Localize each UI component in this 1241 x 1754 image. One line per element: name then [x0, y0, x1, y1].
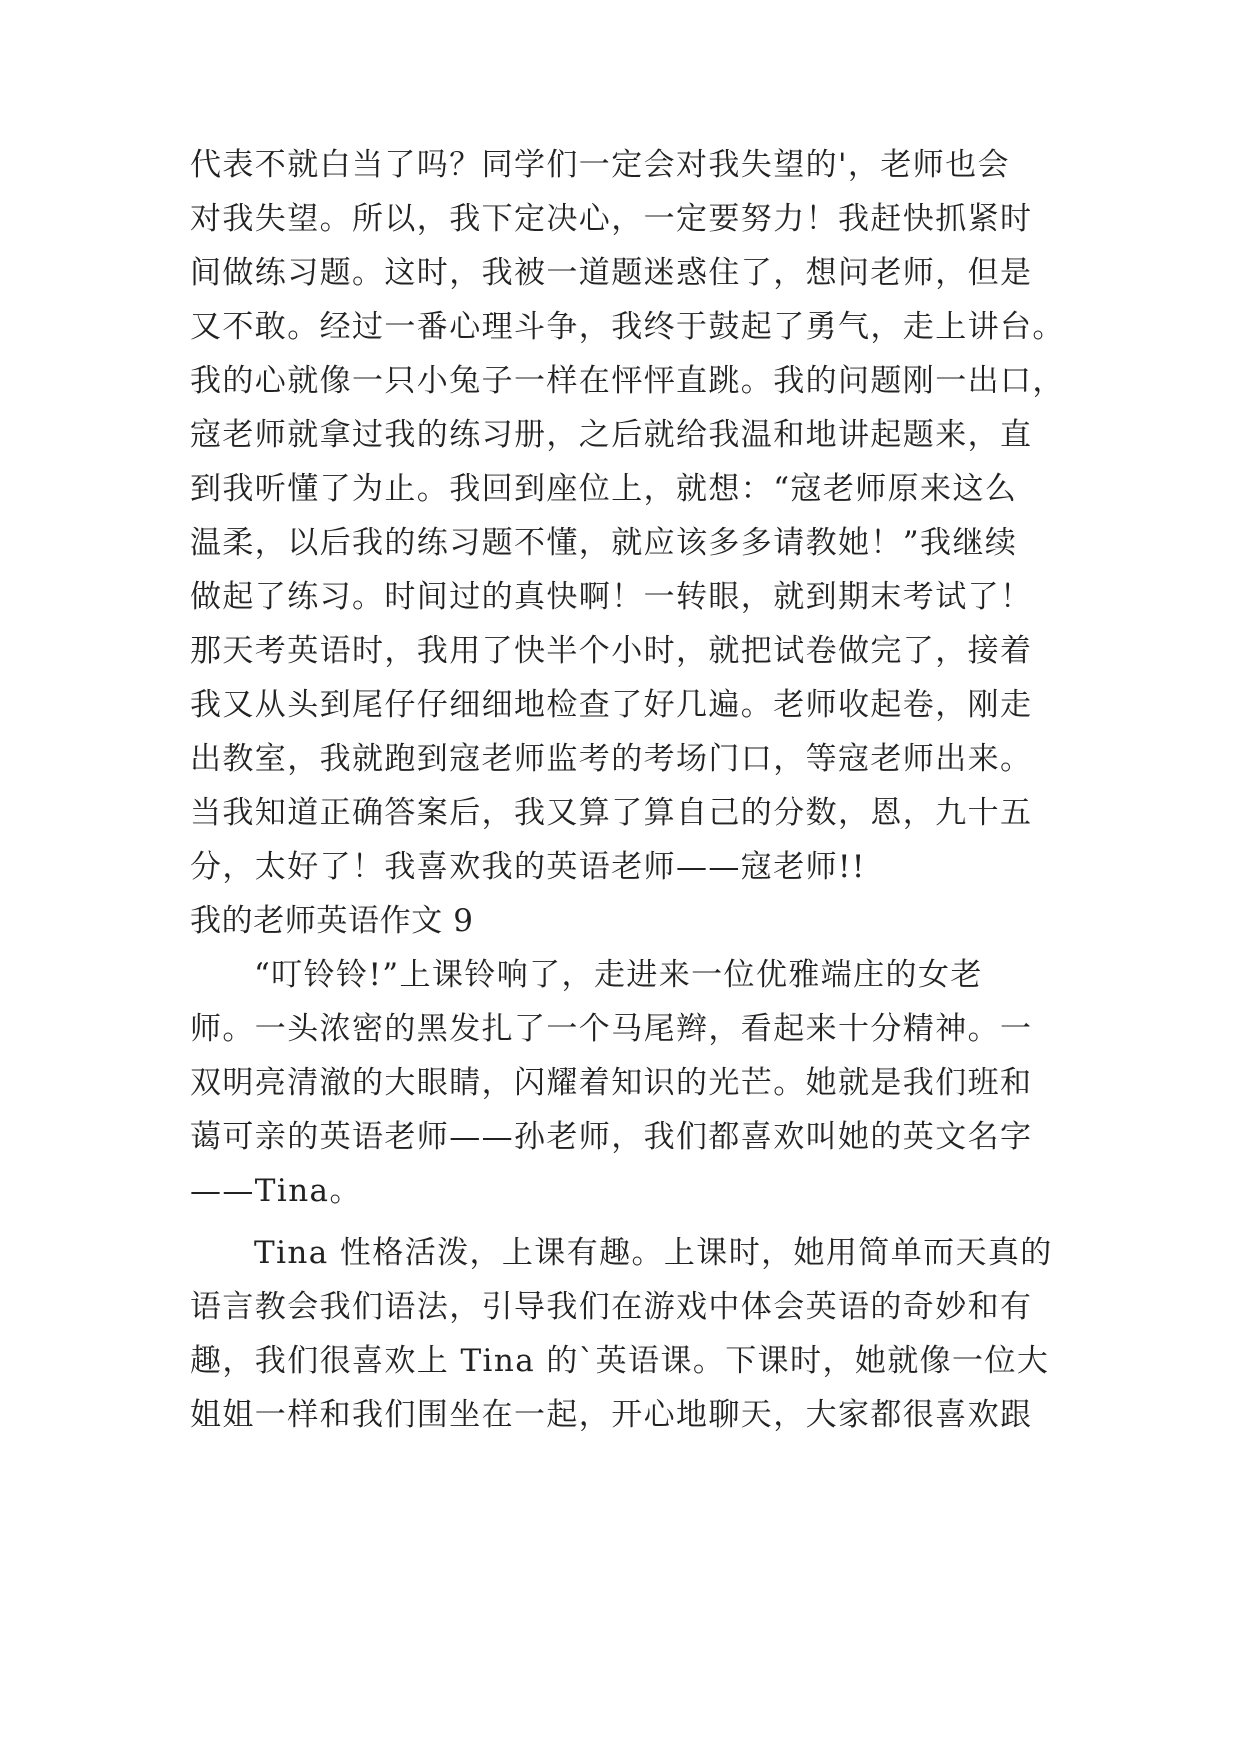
text-line: 当我知道正确答案后，我又算了算自己的分数，恩，九十五 — [190, 795, 1033, 831]
text-line: 我的心就像一只小兔子一样在怦怦直跳。我的问题刚一出口， — [190, 363, 1065, 399]
text-line: 语言教会我们语法，引导我们在游戏中体会英语的奇妙和有 — [190, 1289, 1033, 1325]
paragraph-first-line: Tina 性格活泼，上课有趣。上课时，她用简单而天真的 — [254, 1235, 1053, 1271]
text-line: 又不敢。经过一番心理斗争，我终于鼓起了勇气，走上讲台。 — [190, 309, 1065, 345]
text-line: 温柔，以后我的练习题不懂，就应该多多请教她！”我继续 — [190, 525, 1018, 561]
text-line: 寇老师就拿过我的练习册，之后就给我温和地讲起题来，直 — [190, 417, 1033, 453]
text-line: ——Tina。 — [190, 1173, 362, 1209]
text-line: 我又从头到尾仔仔细细地检查了好几遍。老师收起卷，刚走 — [190, 687, 1033, 723]
text-line: 双明亮清澈的大眼睛，闪耀着知识的光芒。她就是我们班和 — [190, 1065, 1033, 1101]
text-line: 到我听懂了为止。我回到座位上，就想：“寇老师原来这么 — [190, 471, 1018, 507]
text-line: 间做练习题。这时，我被一道题迷惑住了，想问老师，但是 — [190, 255, 1033, 291]
text-line: 出教室，我就跑到寇老师监考的考场门口，等寇老师出来。 — [190, 741, 1033, 777]
paragraph-first-line: “叮铃铃!”上课铃响了，走进来一位优雅端庄的女老 — [254, 957, 983, 993]
text-line: 做起了练习。时间过的真快啊！一转眼，就到期末考试了！ — [190, 579, 1033, 615]
text-line: 对我失望。所以，我下定决心，一定要努力！我赶快抓紧时 — [190, 201, 1033, 237]
text-line: 那天考英语时，我用了快半个小时，就把试卷做完了，接着 — [190, 633, 1033, 669]
section-heading: 我的老师英语作文 9 — [190, 903, 474, 939]
text-line: 蔼可亲的英语老师——孙老师，我们都喜欢叫她的英文名字 — [190, 1119, 1033, 1155]
text-line: 姐姐一样和我们围坐在一起，开心地聊天，大家都很喜欢跟 — [190, 1397, 1033, 1433]
text-line: 代表不就白当了吗？同学们一定会对我失望的'，老师也会 — [190, 147, 1010, 183]
text-line: 师。一头浓密的黑发扎了一个马尾辫，看起来十分精神。一 — [190, 1011, 1033, 1047]
text-line: 分，太好了！我喜欢我的英语老师——寇老师!! — [190, 849, 866, 885]
text-line: 趣，我们很喜欢上 Tina 的`英语课。下课时，她就像一位大 — [190, 1343, 1050, 1379]
